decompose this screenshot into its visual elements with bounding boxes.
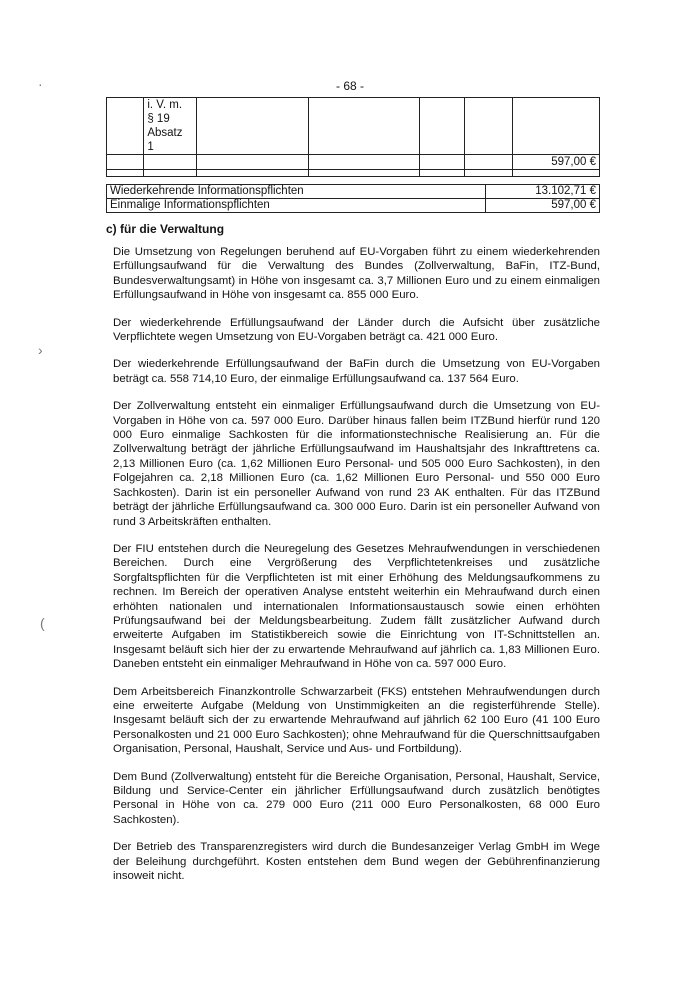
table-cell: [107, 98, 144, 155]
table-cell: [308, 170, 419, 177]
summary-amount: 13.102,71 €: [486, 185, 600, 199]
table-cell: [144, 170, 197, 177]
table-cell: [308, 98, 419, 155]
paragraph: Die Umsetzung von Regelungen beruhend auf EU-Vorgaben führt zu einem wiederkehrenden Erfüllungsaufwand für die Verwaltung des Bundes (Zollverwaltung, BaFin, ITZ-Bund, Bundesverwaltungsamt) in Höhe von insgesamt ca. 3,7 Millionen Euro und zu einem einmaligen Erfüllungsaufwand in Höhe von insgesamt ca. 855 000 Euro.: [113, 246, 600, 302]
paragraph: Der Zollverwaltung entsteht ein einmaliger Erfüllungsaufwand durch die Umsetzung von EU-Vorgaben in Höhe von ca. 597 000 Euro. Darüber hinaus fallen beim ITZBund hierfür rund 120 000 Euro einmalige Sachkosten für die informationstechnische Realisierung an. Für die Zollverwaltung beträgt der jährliche Erfüllungsaufwand im Haushaltsjahr des Inkrafttretens ca. 2,13 Millionen Euro (ca. 1,62 Millionen Euro Personal- und 505 000 Euro Sachkosten), in den Folgejahren ca. 2,18 Millionen Euro (ca. 1,62 Millionen Euro Personal- und 550 000 Euro Sachkosten). Darin ist ein personeller Aufwand von rund 23 AK enthalten. Für das ITZBund beträgt der jährliche Erfüllungsaufwand ca. 300 000 Euro. Darin ist ein personeller Aufwand von rund 3 Arbeitskräften enthalten.: [113, 400, 600, 528]
scan-margin-mark: ·: [38, 76, 43, 92]
table-cell: [196, 170, 308, 177]
summary-label: Einmalige Informationspflichten: [107, 199, 486, 213]
summary-table: [106, 184, 600, 213]
table-cell: [465, 170, 513, 177]
legal-reference-line: i. V. m.: [147, 99, 183, 111]
table-row: [107, 155, 600, 170]
table-cell: [512, 170, 599, 177]
body-text: [113, 245, 600, 896]
page-number: - 68 -: [335, 79, 364, 93]
summary-label: Wiederkehrende Informationspflichten: [107, 185, 486, 199]
row-amount: 597,00 €: [512, 155, 599, 170]
table-cell: [144, 155, 197, 170]
table-cell: [512, 98, 599, 155]
paragraph: Der FIU entstehen durch die Neuregelung des Gesetzes Mehraufwendungen in verschiedenen Bereichen. Durch eine Vergrößerung des Verpflichtetenkreises und zusätzliche Sorgfaltspflichten für die Verpflichteten ist mit einer Erhöhung des Meldungsaufkommens zu rechnen. Im Bereich der operativen Analyse entsteht weiterhin ein Mehraufwand durch einen erhöhten nationalen und internationalen Informationsaustausch sowie einen erhöhten Prüfungsaufwand bei der Meldungsbearbeitung. Zudem fällt zusätzlicher Aufwand durch erweiterte Aufgaben im Statistikbereich sowie die Einrichtung von IT-Schnittstellen an. Insgesamt beläuft sich hier der zu erwartende Mehraufwand auf jährlich ca. 1,83 Millionen Euro. Daneben entsteht ein einmaliger Mehraufwand in Höhe von ca. 597 000 Euro.: [113, 542, 600, 671]
section-heading: c) für die Verwaltung: [106, 222, 225, 236]
paragraph: Dem Bund (Zollverwaltung) entsteht für die Bereiche Organisation, Personal, Haushalt, Service, Bildung und Service-Center ein jährlicher Erfüllungsaufwand durch zusätzlich benötigtes Personal in Höhe von ca. 279 000 Euro (211 000 Euro Personalkosten, 68 000 Euro Sachkosten).: [113, 770, 600, 826]
legal-reference-line: 1: [147, 141, 154, 153]
table-cell: [419, 98, 465, 155]
table-cell: [196, 155, 308, 170]
table-cell: [465, 98, 513, 155]
paragraph: Der Betrieb des Transparenzregisters wird durch die Bundesanzeiger Verlag GmbH im Wege der Beleihung durchgeführt. Kosten entstehen dem Bund wegen der Gebührenfinanzierung insoweit nicht.: [113, 841, 600, 883]
table-cell: [465, 155, 513, 170]
table-row: [107, 170, 600, 177]
cost-table-fragment: [106, 97, 600, 177]
legal-reference-cell: [144, 98, 197, 155]
paragraph: Dem Arbeitsbereich Finanzkontrolle Schwarzarbeit (FKS) entstehen Mehraufwendungen durch eine erweiterte Aufgabe (Meldung von Unstimmigkeiten an die registerführende Stelle). Insgesamt beläuft sich der zu erwartende Mehraufwand auf jährlich 62 100 Euro (41 100 Euro Personalkosten und 21 000 Euro Sachkosten); ohne Mehraufwand für die Querschnittsaufgaben Organisation, Personal, Haushalt, Service und Aus- und Fortbildung).: [113, 685, 600, 756]
scan-margin-mark: (: [40, 615, 45, 631]
paragraph: Der wiederkehrende Erfüllungsaufwand der BaFin durch die Umsetzung von EU-Vorgaben beträgt ca. 558 714,10 Euro, der einmalige Erfüllungsaufwand ca. 137 564 Euro.: [113, 358, 600, 385]
summary-row: [107, 185, 600, 199]
table-cell: [107, 155, 144, 170]
table-cell: [107, 170, 144, 177]
table-cell: [196, 98, 308, 155]
scan-margin-mark: ›: [38, 342, 43, 358]
summary-amount: 597,00 €: [486, 199, 600, 213]
table-cell: [419, 170, 465, 177]
table-cell: [308, 155, 419, 170]
summary-row: [107, 199, 600, 213]
legal-reference-line: Absatz: [147, 127, 183, 139]
table-row: [107, 98, 600, 155]
table-cell: [419, 155, 465, 170]
paragraph: Der wiederkehrende Erfüllungsaufwand der Länder durch die Aufsicht über zusätzliche Verpflichtete wegen Umsetzung von EU-Vorgaben beträgt ca. 421 000 Euro.: [113, 316, 600, 344]
legal-reference-line: § 19: [147, 113, 170, 125]
